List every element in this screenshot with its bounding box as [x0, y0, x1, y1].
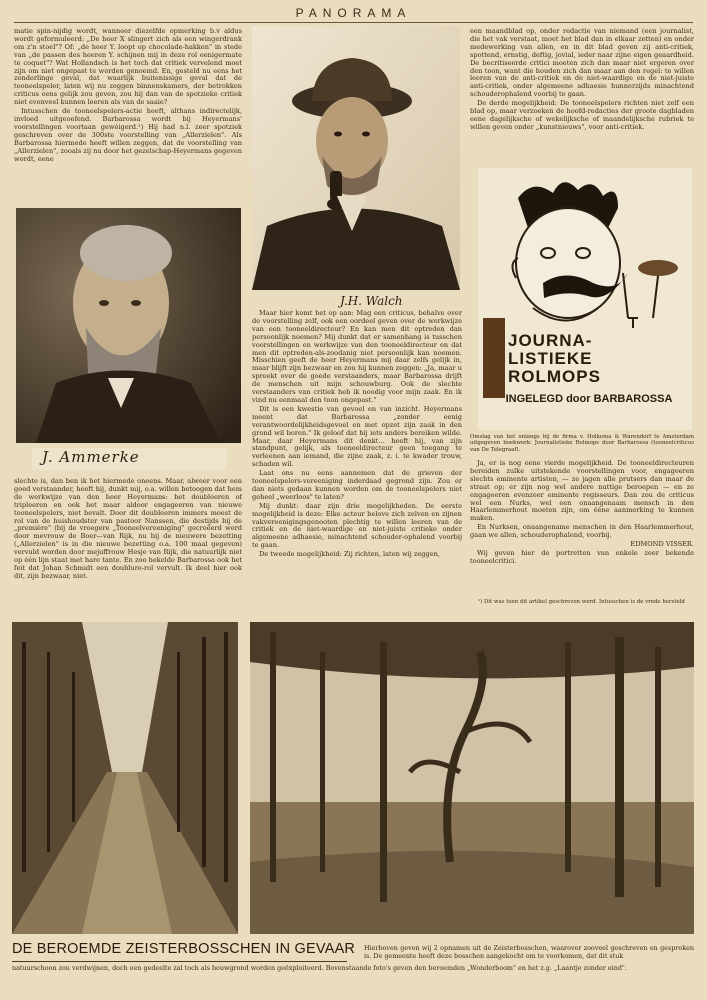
col3-paragraph: Wij geven hier de portretten van enkele zeer bekende tooneelcritici.	[470, 548, 694, 565]
signature-center: J.H. Walch	[340, 294, 403, 308]
col2-paragraph: Mij dunkt: daar zijn drie mogelijkheden. De eerste mogelijkheid is deze: Elke acteur belove zich zelven en zijnen vakvereenigingsgenooten plechtig te willen leeren van de critiek en de niet-waardige en niet-juiste critieke onder algemeene adhaesie, minachtend schouder-ophalend voorbij te gaan.	[252, 501, 462, 550]
footer-caption-line-2: natuurschoon zou verdwijnen, doch een gedeelte zal toch als bouwgrond worden geëxploiteerd. Bovenstaande foto's geven den beroemden „Wonderboom" en het z.g. „Laantje zonder eind".	[12, 964, 627, 972]
caricature-title-line: LISTIEKE	[508, 349, 593, 368]
col1-paragraph: slechte is, dan ben ik het hiermede oneens. Maar, alweer voor een goed verstaander, heeft hij, dunkt mij, o.a. willen betoogen dat hem de werkwijze van den heer Heyermans: het doubleeren of tripleeren en ook het maar aldoor engageeren van nieuwe tooneelspelers, niet bevalt. Door dit doubleeren immers moest de rol van de huishoudster van pastoor Nanssen, die destijds bij de „première" (bij de vroegere „Tooneelvereeniging" gecreëerd werd door mevrouw de Boer—van Rijk, nu bij de nieuwere bezetting („Allerzielen" is in die nieuwe bezetting o.a. 100 maal gegeven) vervuld worden door mejuffrouw Hesje van Rijk, die natuurlijk niet op één lijn staat met hare tante. En zoo hekelde Barbarossa ook het feit dat Johan Schmidt een doublure-rol vervult. Ik deel hier ook dit, zijn bezwaar, niet.	[14, 478, 242, 580]
column-1-top-text	[14, 28, 242, 204]
col1-paragraph: matie spin-nijdig wordt, wanneer diezelfde opmerking b.v aldus wordt geformuleerd: „De heer X slingert zich als een wingerdrank om z'n stoel"? Of: „de heer Y. loopt op chocolade-hakken" in stede van „de passen des heeren Y. schijnen mij in deze rol eenigermate te coquet"? Wat Hollandsch is het toch dat critiek vervelend moet zijn om niet ongepast te worden genoemd. En, gesteld nu eens het zonderlinge geval, dat waarlijk buitenissige geval dat de tooneelspeler, laten wij nu zeggen binnenskamers, der betrokken criticus eens gelijk zou geven, zou hij dan van de spotzieke critiek niet evenveel kunnen leeren als van de saaie?	[14, 28, 242, 107]
caricature-illustration	[478, 168, 692, 430]
caricature-title-line: JOURNA-	[508, 331, 593, 350]
column-3-top-text	[470, 28, 694, 162]
masthead-rule	[14, 22, 693, 23]
col3-author: EDMOND VISSER.	[630, 540, 694, 549]
portrait-left-photo	[16, 208, 241, 443]
caricature-caption: Omslag van het onlangs bij de firma v. Holkema & Warendorf te Amsterdam uitgegeven boekwerk: Journalistieke Rolmops door Barbarossa (tooneelcriticus van De Telegraaf).	[470, 434, 694, 453]
forest-photo-avenue	[12, 622, 238, 934]
column-3-bottom-text	[470, 460, 694, 585]
col2-paragraph: Dit is een kwestie van gevoel en van inzicht. Heyermans meent dat Barbarossa „zonder eenig verantwoordelijkheidsgevoel en met opzet zijn zaak in den grond wil boren." Ik geloof dat hij iets anders bereiken wilde. Maar, daar Heyermans dit denkt... heeft hij, van zijn standpunt, gelijk, als tooneeldirecteur geen toegang te verleenen aan iemand, die zijne zaak, z. i. te kwader trouw, schaden wil.	[252, 404, 462, 469]
footnote: ¹) Dit was toen dit artikel geschreven werd. Intusschen is de vrede hersteld	[478, 599, 685, 605]
col2-paragraph: Laat ons nu eens aannemen dat de grieven der tooneelspelers-vereeniging inderdaad gegrond zijn. Zou er dan niets gedaan kunnen worden om de tooneelspelers niet geheel „weerloos" te laten?	[252, 469, 462, 501]
col3-paragraph: een maandblad op, onder redactie van niemand (een journalist, die het vak verstaat, moet het blad dan in elkaar zetten) en onder medewerking van allen, en in dit blad geven zij anti-critiek, spottend, ernstig, deftig, jovial, ieder naar zijne eigen geaardheid. De becritiseerde critici moeten zich dan maar niet ergeren over den toon, want die houden zich dan maar aan den regel: te willen leeren van de anti-critiek en de niet-waardige en de niet-juiste anti-critiek, onder algemeene adhaesie hunnerzijds minachtend schouderophalend voorbij te gaan.	[470, 28, 694, 99]
column-2-text	[252, 310, 462, 615]
col2-paragraph: De tweede mogelijkheid: Zij richten, laten wij zeggen,	[259, 550, 440, 559]
col3-paragraph: En Nurksen, onaangename menschen in den Haarlemmerhout, gaan we allen, schouderophalend, voorbij.	[470, 523, 694, 540]
forest-photo-wonderboom	[250, 622, 694, 934]
masthead: PANORAMA	[295, 6, 412, 20]
col2-paragraph: Maar hier komt het op aan: Mag een criticus, behalve over de voorstelling zelf, ook een oordeel geven over de werkwijze van een tooneeldirecteur? En kan men dit optreden dan persoonlijk noemen? Mij dunkt dat er samenhang is tusschen voorstellingen en werkwijze van den tooneeldirecteur en dat men dit optreden-als-zoodanig niet persoonlijk kan noemen. Misschien geeft de heer Heyermans mij daar zelfs gelijk in, maar blijft zijn bezwaar en zou hij kunnen zeggen: „Ja, maar u spreekt over de goede verstaanders, maar Barbarossa drijft de menschen uit mijn schouwburg. Ook de slechte verstaanders van critiek heb ik noodig voor mijn zaak. En ik vind nu eenmaal den toon ongepast."	[252, 310, 462, 404]
caricature-subtitle: INGELEGD door BARBAROSSA	[505, 393, 673, 405]
caricature-title-line: ROLMOPS	[508, 367, 601, 386]
portrait-center-photo	[252, 26, 460, 290]
caricature-title	[508, 332, 688, 386]
col3-paragraph: Ja, er is nog eene vierde mogelijkheid. De tooneeldirecteuren bereiden zulke uitstekende voorstellingen voor, engageeren slechts eminente artisten, — ze jagen alle prutsers dan maar de straat op; er zijn nog wel andere nuttige beroepen — en ze engageeren evenzeer eminente regisseurs. Dan zou de criticus wel een Nurks, wel een onaangenaam mensch in den Haarlemmerhout moeten zijn, om ééne aanmerking te kunnen maken.	[470, 460, 694, 523]
footer-caption-line-1: Hierboven geven wij 2 opnamen uit de Zeisterbosschen, waarover zooveel geschreven en gesproken is. De gemeente heeft deze bosschen aangekocht om te voorkomen, dat dit stuk	[364, 944, 694, 960]
signature-left: J. Ammerke	[32, 448, 227, 470]
col1-paragraph: Intusschen de tooneelspelers-actie heeft, althans indirectelijk, invloed uitgeoefend. Barbarossa wordt bij Heyermans' voorstellingen voortaan gewéigerd.¹) Hij had n.l. zeer spotziek geschreven over de 300ste voorstelling van „Allerzielen". Als Barbarossa hiermede heeft willen zeggen, dat de voorstelling van „Allerzielen", zooals zij nu door het gezelschap-Heyermans gegeven wordt, eene	[14, 107, 242, 163]
headline: DE BEROEMDE ZEISTERBOSSCHEN IN GEVAAR	[12, 941, 347, 962]
col3-paragraph: De derde mogelijkheid: De tooneelspelers richten niet zelf een blad op, maar verzoeken de hoofd-redacties der groote dagbladen eene dagelijksche of wekelijksche of maandelijksche rubriek te willen geven onder „kunstnieuws", voor anti-critiek.	[470, 99, 694, 131]
column-1-bottom-text	[14, 478, 242, 613]
